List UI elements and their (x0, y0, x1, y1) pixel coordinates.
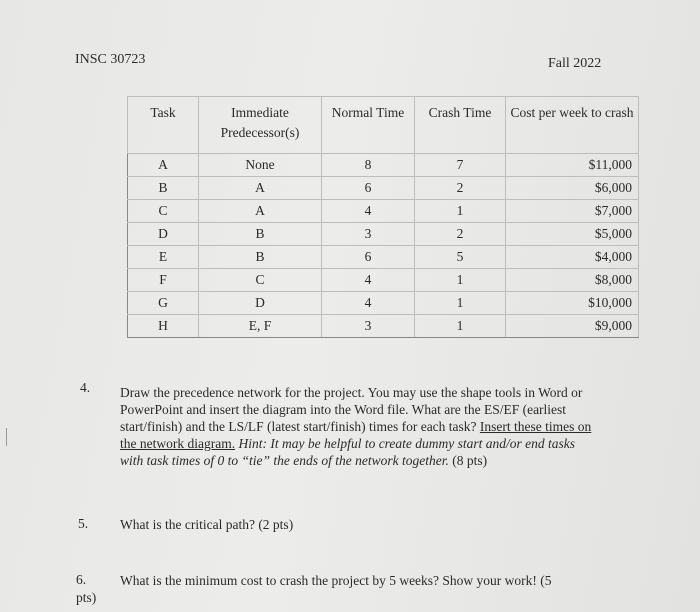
cell-crash-time: 1 (415, 200, 506, 223)
cell-crash-time: 5 (415, 246, 506, 269)
cell-cost: $6,000 (506, 177, 639, 200)
table-row (128, 200, 639, 223)
q5-number: 5. (78, 516, 89, 531)
cell-cost: $7,000 (506, 200, 639, 223)
cell-normal-time: 3 (322, 223, 415, 246)
q4-part1: Draw the precedence network for the project. You may use the shape tools in Word or PowerPoint and insert the diagram into the Word file. What are the ES/EF (earliest start/finish) and the LS/LF (latest start/finish) times for each task? (120, 385, 583, 434)
q6-text: What is the minimum cost to crash the project by 5 weeks? Show your work! (5 (120, 573, 552, 588)
table-row (128, 292, 639, 315)
cell-crash-time: 1 (415, 269, 506, 292)
cell-task: C (128, 200, 199, 223)
cell-cost: $5,000 (506, 223, 639, 246)
q4-underlined: Insert these times on the network diagram. (120, 419, 592, 451)
table-row (128, 315, 639, 338)
q4-hint: Hint: It may be helpful to create dummy start and/or end tasks with task times of 0 to “tie” the ends of the network together. (120, 436, 576, 468)
col-header-predecessors: Immediate Predecessor(s) (199, 97, 322, 154)
cell-predecessor: A (199, 177, 322, 200)
cell-task: B (128, 177, 199, 200)
cell-normal-time: 8 (322, 154, 415, 177)
cell-predecessor: None (199, 154, 322, 177)
q4-points: (8 pts) (448, 453, 488, 468)
table-row (128, 223, 639, 246)
cell-predecessor: E, F (199, 315, 322, 338)
task-table (127, 96, 639, 338)
cell-crash-time: 1 (415, 292, 506, 315)
cell-cost: $11,000 (506, 154, 639, 177)
cell-cost: $9,000 (506, 315, 639, 338)
cell-normal-time: 4 (322, 292, 415, 315)
cell-predecessor: B (199, 223, 322, 246)
cell-normal-time: 3 (322, 315, 415, 338)
col-header-crash-time: Crash Time (415, 97, 506, 154)
course-code: INSC 30723 (75, 52, 146, 67)
q5-text: What is the critical path? (2 pts) (120, 517, 294, 532)
term-label: Fall 2022 (548, 56, 602, 71)
cell-task: E (128, 246, 199, 269)
cell-normal-time: 6 (322, 177, 415, 200)
cell-task: H (128, 315, 199, 338)
cell-crash-time: 7 (415, 154, 506, 177)
cell-cost: $4,000 (506, 246, 639, 269)
cell-task: A (128, 154, 199, 177)
cell-predecessor: B (199, 246, 322, 269)
q4-text (120, 384, 600, 469)
cell-task: D (128, 223, 199, 246)
cell-crash-time: 2 (415, 223, 506, 246)
cell-task: G (128, 292, 199, 315)
table-header-row (128, 97, 639, 154)
col-header-cost: Cost per week to crash (506, 97, 639, 154)
cell-predecessor: D (199, 292, 322, 315)
q6-number: 6. (76, 572, 87, 587)
cell-cost: $10,000 (506, 292, 639, 315)
col-header-task: Task (128, 97, 199, 154)
table-row (128, 246, 639, 269)
cell-crash-time: 2 (415, 177, 506, 200)
table-row (128, 177, 639, 200)
cell-normal-time: 4 (322, 200, 415, 223)
table-row (128, 154, 639, 177)
margin-mark (0, 428, 7, 446)
q6-points-continued: pts) (76, 590, 97, 605)
q4-number: 4. (80, 380, 91, 395)
cell-task: F (128, 269, 199, 292)
table-row (128, 269, 639, 292)
cell-predecessor: A (199, 200, 322, 223)
col-header-normal-time: Normal Time (322, 97, 415, 154)
cell-crash-time: 1 (415, 315, 506, 338)
cell-cost: $8,000 (506, 269, 639, 292)
cell-predecessor: C (199, 269, 322, 292)
cell-normal-time: 6 (322, 246, 415, 269)
cell-normal-time: 4 (322, 269, 415, 292)
